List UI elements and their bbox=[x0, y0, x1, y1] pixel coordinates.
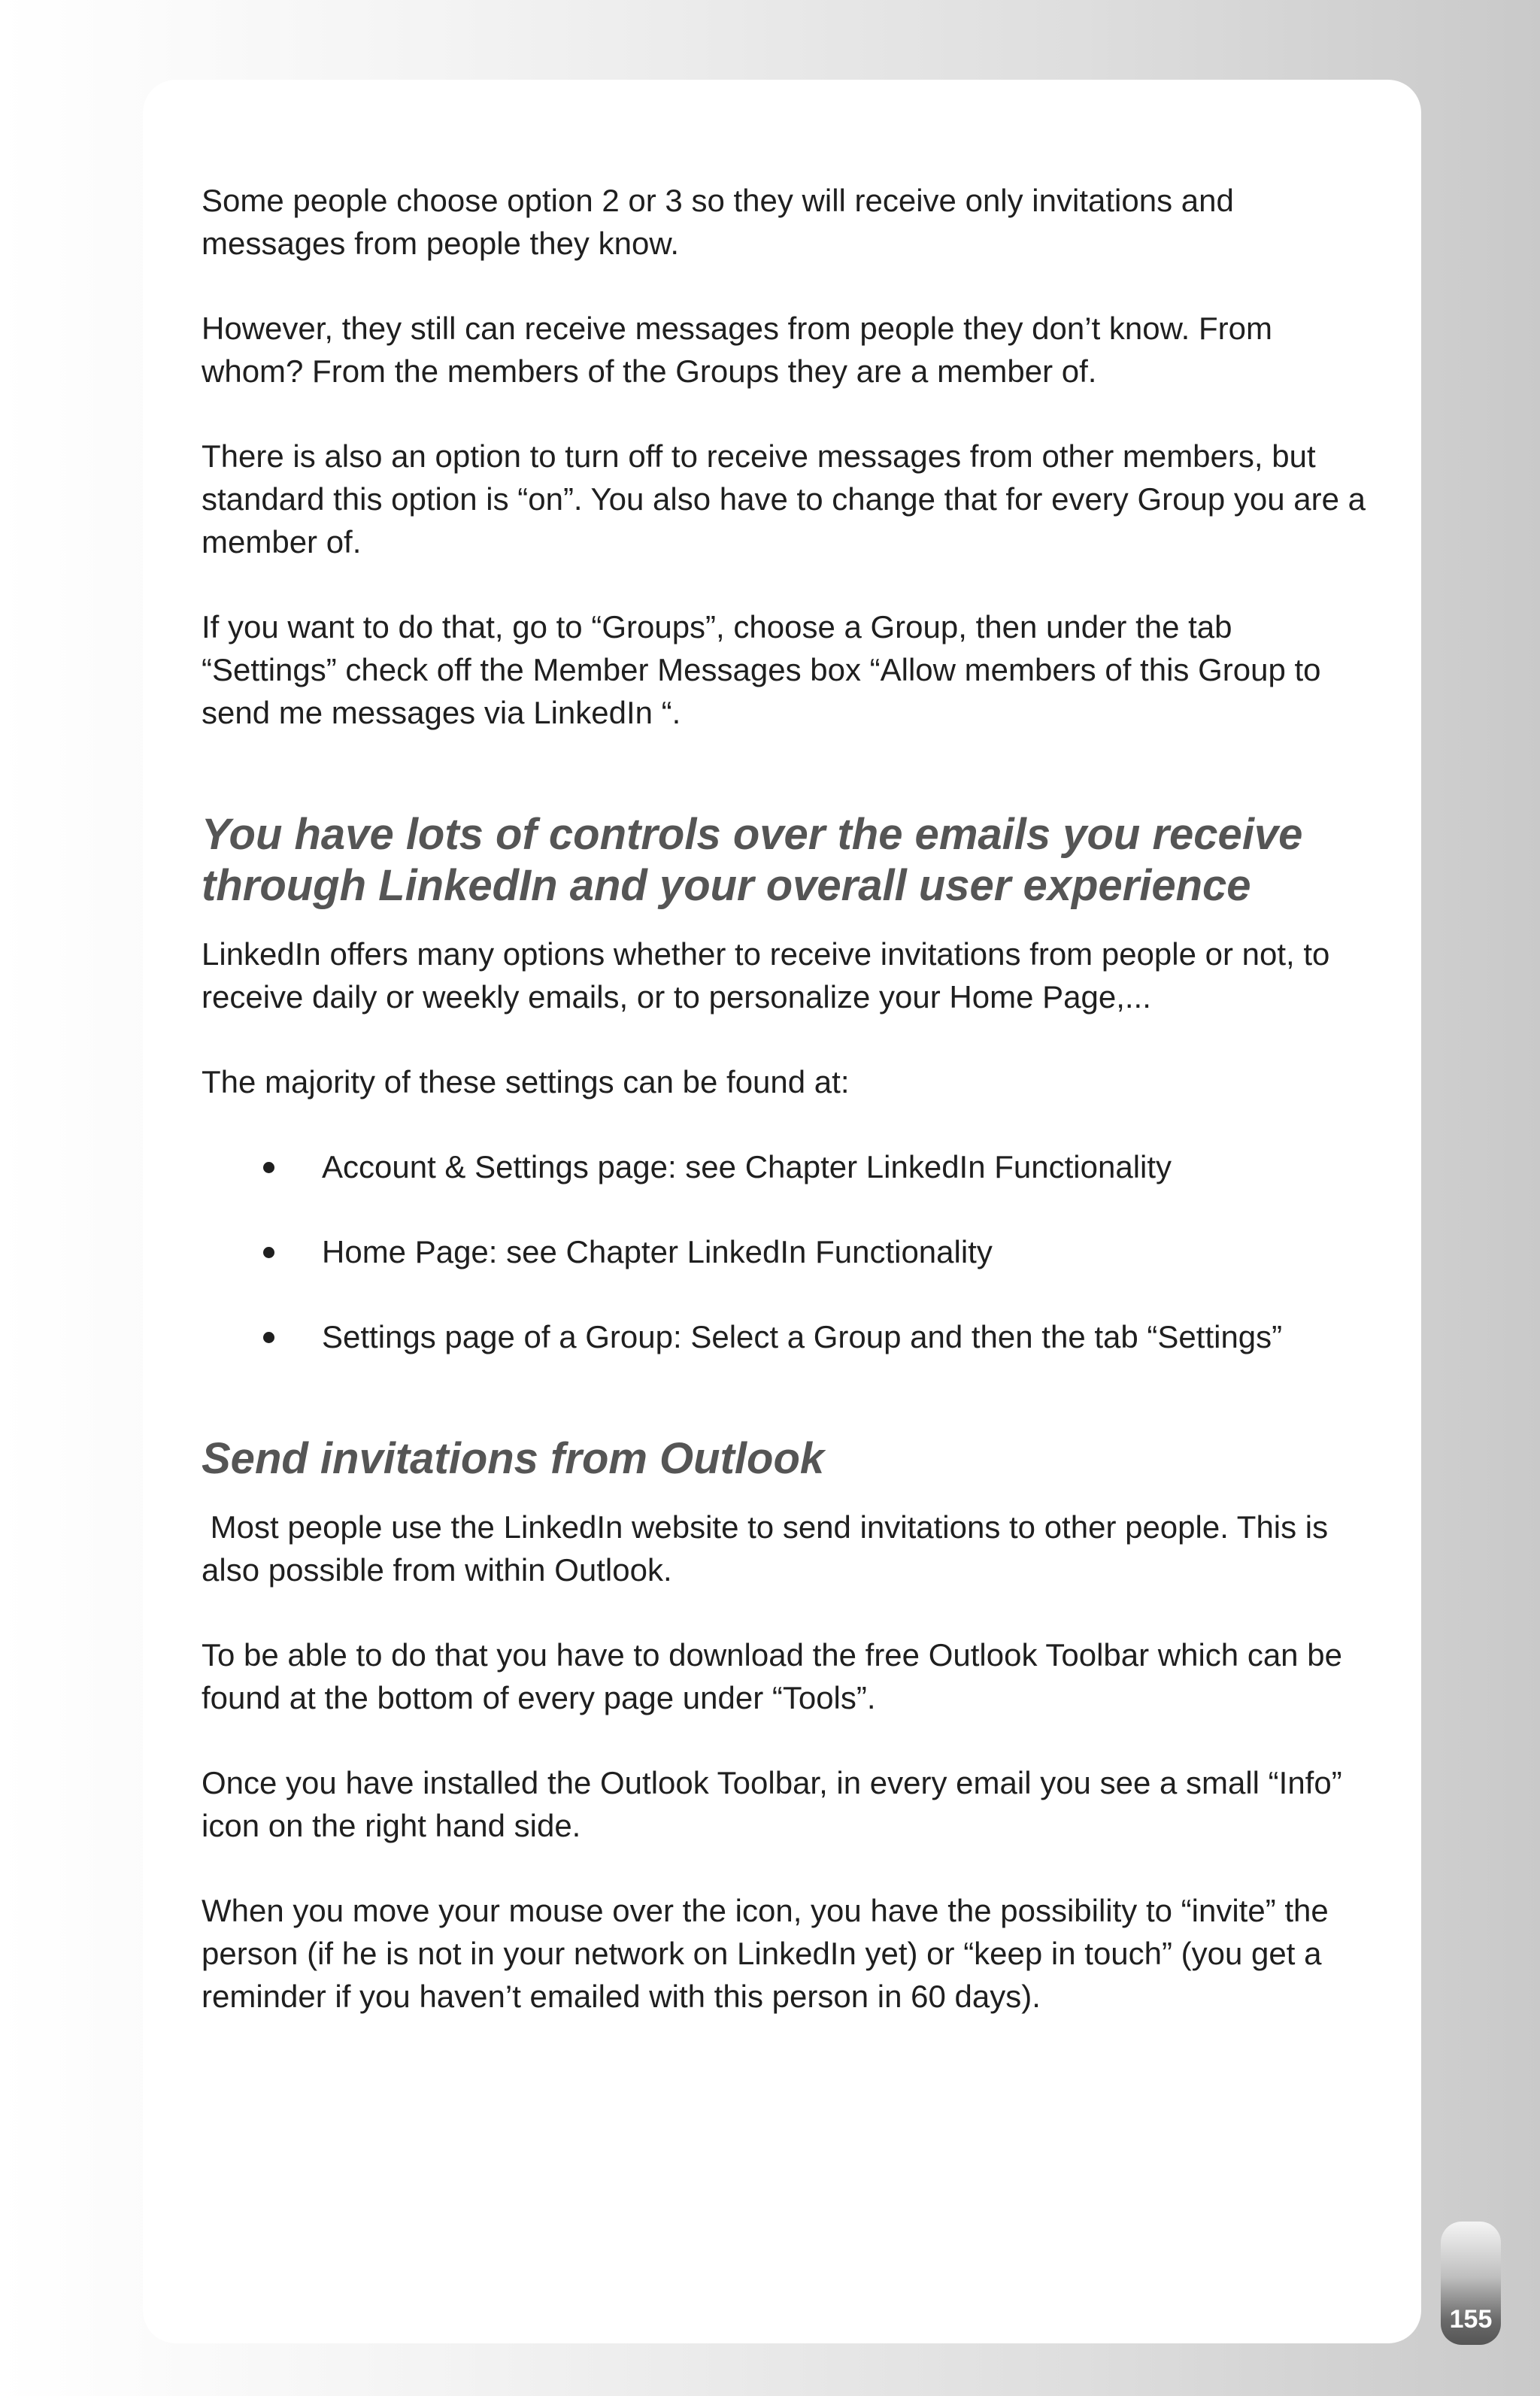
list-item bbox=[202, 1315, 1375, 1358]
paragraph: Once you have installed the Outlook Toolbar, in every email you see a small “Info” icon on the right hand side. bbox=[202, 1765, 1351, 1843]
page-content bbox=[202, 179, 1375, 2060]
list-item bbox=[202, 1145, 1375, 1188]
list-item-text: Settings page of a Group: Select a Group and then the tab “Settings” bbox=[322, 1319, 1283, 1354]
paragraph: To be able to do that you have to download the free Outlook Toolbar which can be found at the bottom of every page under “Tools”. bbox=[202, 1637, 1351, 1715]
paragraph: There is also an option to turn off to receive messages from other members, but standard this option is “on”. You also have to change that for every Group you are a member of. bbox=[202, 438, 1375, 560]
list-item bbox=[202, 1230, 1375, 1273]
paragraph: Most people use the LinkedIn website to send invitations to other people. This is also possible from within Outlook. bbox=[202, 1509, 1337, 1588]
page-card bbox=[143, 80, 1421, 2343]
page-number-tab bbox=[1441, 2222, 1501, 2345]
page-number: 155 bbox=[1449, 2305, 1493, 2334]
paragraph: When you move your mouse over the icon, you have the possibility to “invite” the person (if he is not in your network on LinkedIn yet) or “keep in touch” (you get a reminder if you haven’t emailed with this person in 60 days). bbox=[202, 1893, 1338, 2014]
bullet-icon bbox=[263, 1162, 274, 1173]
paragraph: The majority of these settings can be found at: bbox=[202, 1064, 850, 1099]
settings-locations-list bbox=[202, 1145, 1375, 1358]
list-item-text: Account & Settings page: see Chapter LinkedIn Functionality bbox=[322, 1149, 1172, 1184]
paragraph: However, they still can receive messages from people they don’t know. From whom? From the members of the Groups they are a member of. bbox=[202, 311, 1281, 389]
section-heading-email-controls: You have lots of controls over the emails you receive through LinkedIn and your overall user experience bbox=[202, 810, 1303, 910]
paragraph: Some people choose option 2 or 3 so they will receive only invitations and messages from people they know. bbox=[202, 183, 1243, 261]
paragraph: If you want to do that, go to “Groups”, choose a Group, then under the tab “Settings” check off the Member Messages box “Allow members of this Group to send me messages via LinkedIn “. bbox=[202, 609, 1330, 730]
list-item-text: Home Page: see Chapter LinkedIn Functionality bbox=[322, 1234, 993, 1269]
paragraph: LinkedIn offers many options whether to receive invitations from people or not, to receive daily or weekly emails, or to personalize your Home Page,... bbox=[202, 936, 1339, 1015]
bullet-icon bbox=[263, 1247, 274, 1258]
section-heading-outlook: Send invitations from Outlook bbox=[202, 1434, 825, 1483]
bullet-icon bbox=[263, 1332, 274, 1343]
